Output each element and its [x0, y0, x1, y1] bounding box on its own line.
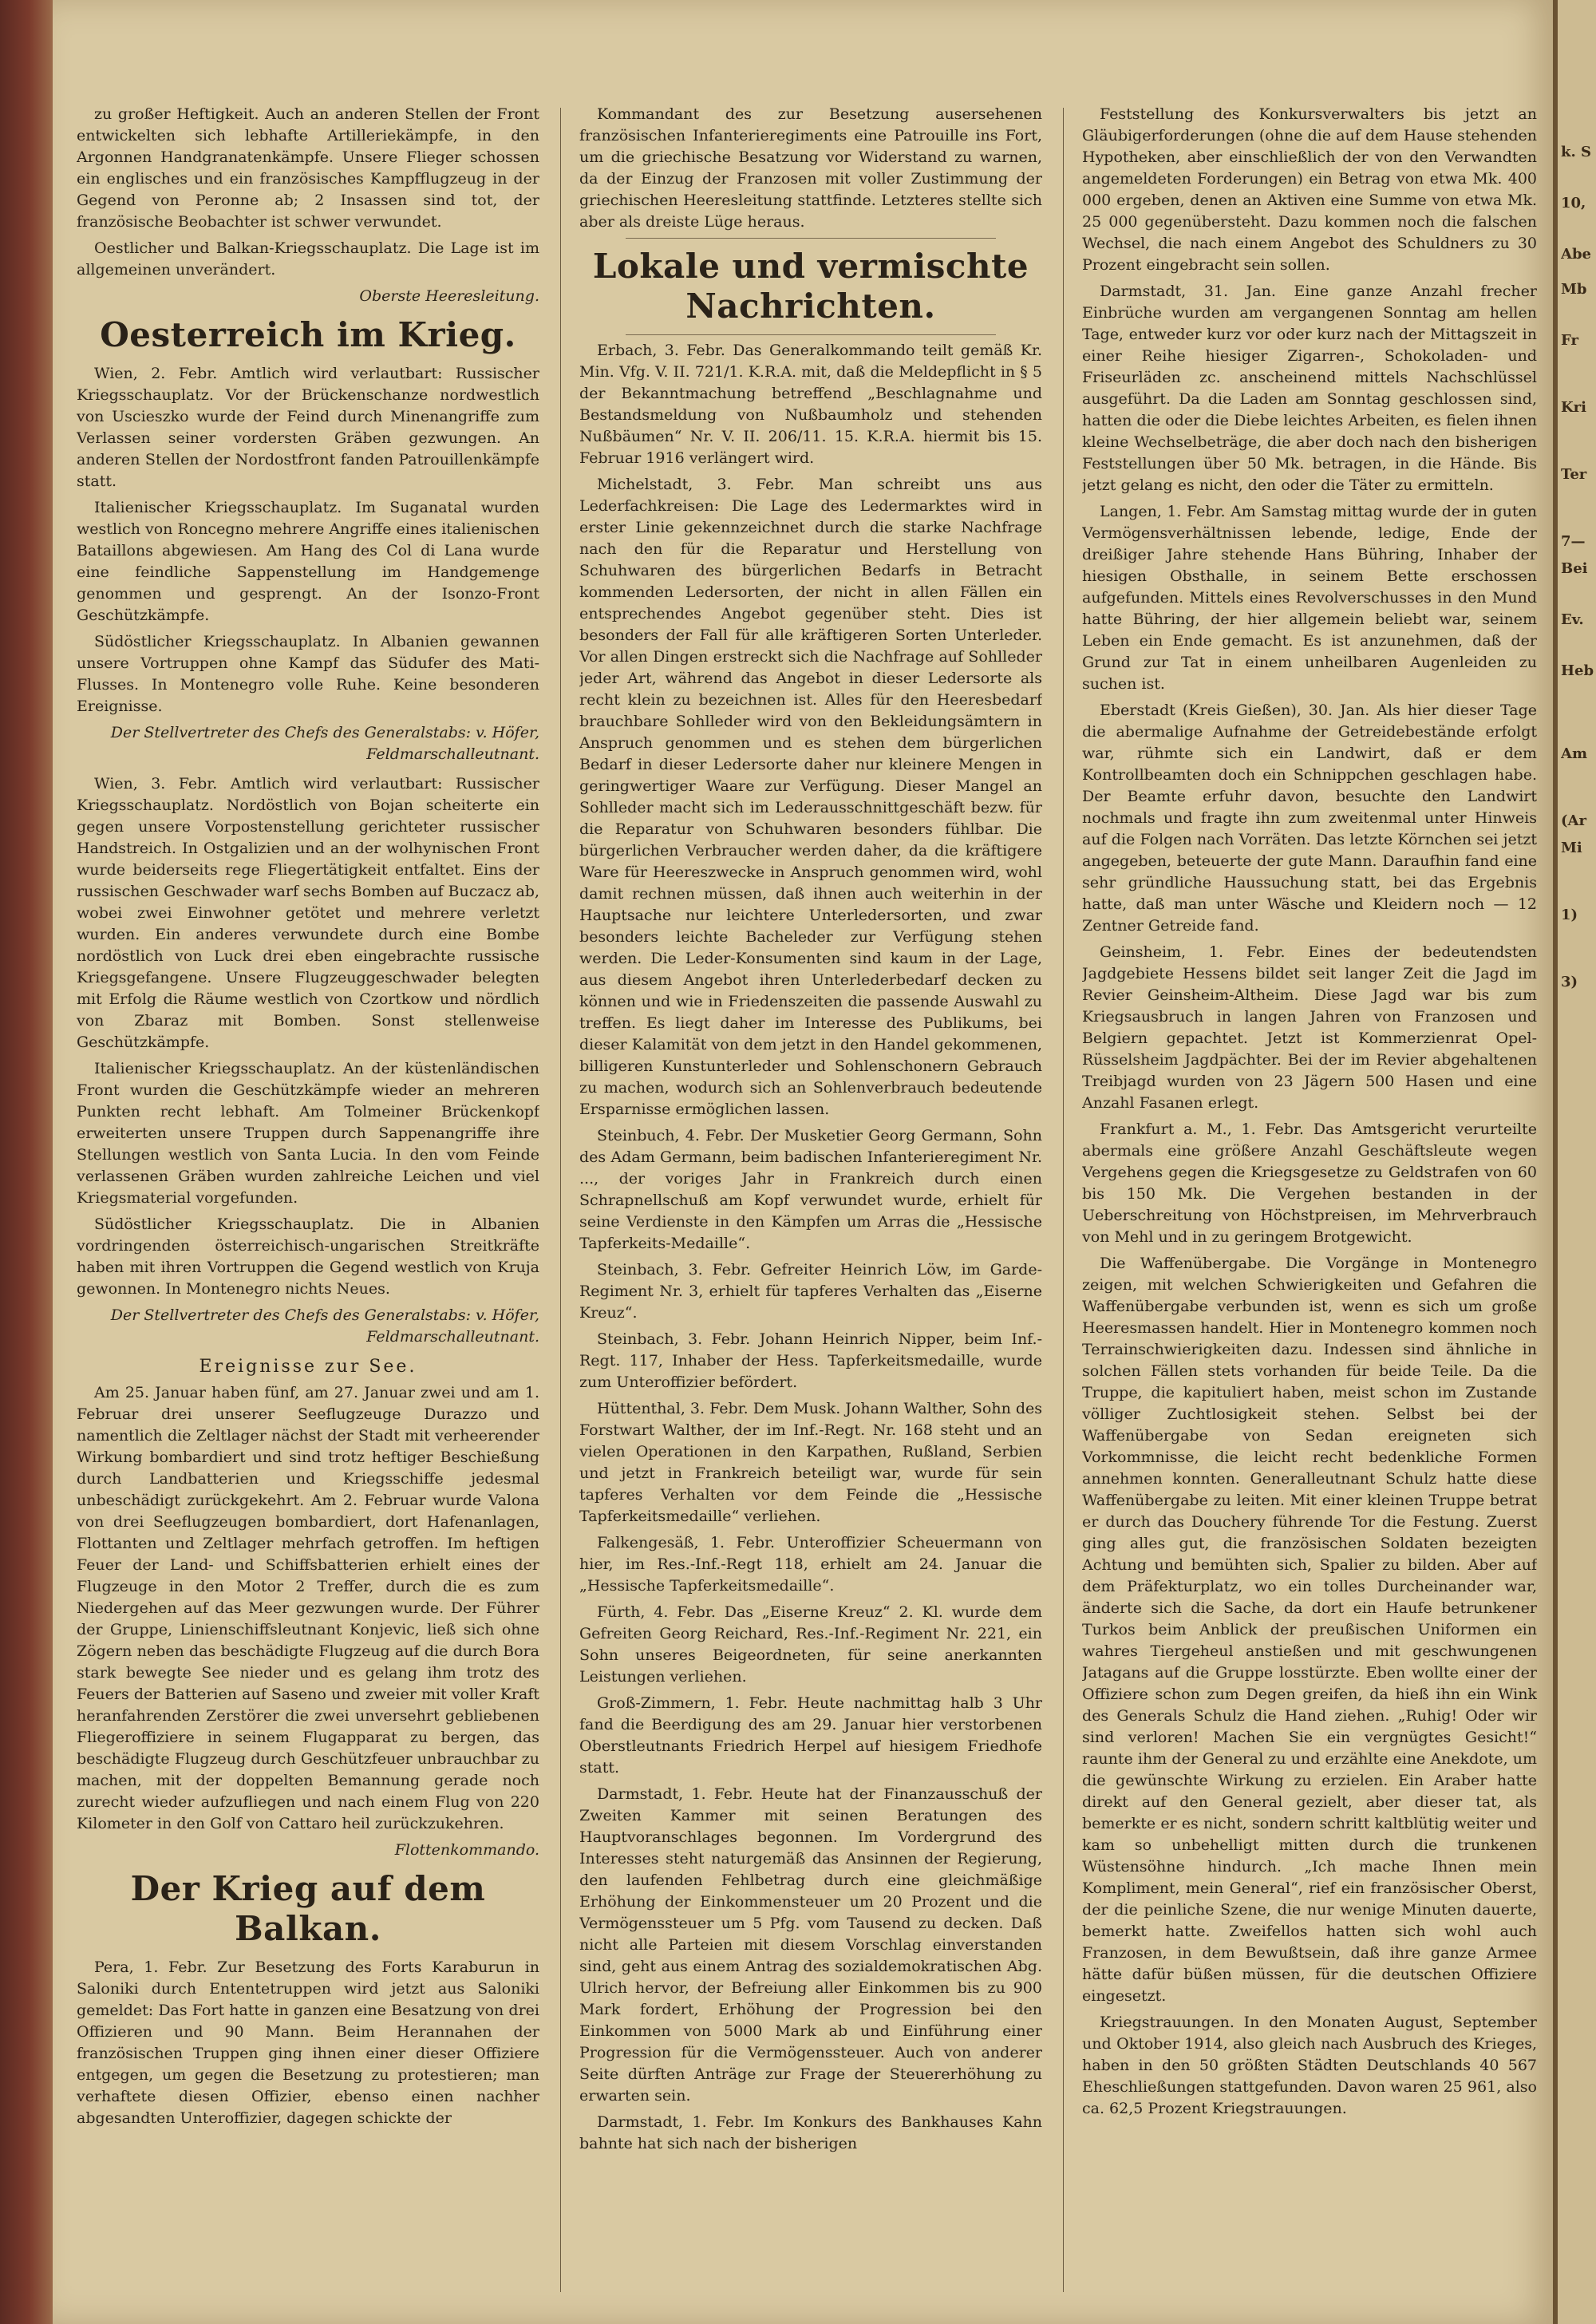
article-text: Steinbach, 3. Febr. Johann Heinrich Nipper, beim Inf.-Regt. 117, Inhaber der Hess. Tapferkeitsmedaille, wurde zum Unteroffizier befördert.: [579, 1330, 1042, 1391]
article-text: Am 25. Januar haben fünf, am 27. Januar zwei und am 1. Februar drei unserer Seeflugzeuge Durazzo und namentlich die Zeltlager nächst der Stadt mit verheerender Wirkung bombardiert und sind trotz heftiger Beschießung durch Landbatterien und Kriegsschiffe jedesmal unbeschädigt zurückgekehrt. Am 2. Februar wurde Valona von drei Seeflugzeugen bombardiert, dort Hafenanlagen, Flottanten und Zeltlager mehrfach getroffen. Im heftigen Feuer der Land- und Schiffsbatterien erhielt eines der Flugzeuge in den Motor 2 Treffer, durch die es zum Niedergehen auf das Meer gezwungen wurde. Der Führer der Gruppe, Linienschiffsleutnant Konjevic, ließ sich ohne Zögern neben das beschädigte Flugzeug auf die durch Bora stark bewegte See nieder und es gelang ihm trotz des Feuers der Batterien auf Saseno und zweier mit voller Kraft heranfahrenden Zerstörer die zwei unversehrt gebliebenen Fliegeroffiziere in seinem Flugapparat zu bergen, das beschädigte Flugzeug durch Geschützfeuer unbrauchbar zu machen, mit der doppelten Bemannung gerade noch zurecht wieder aufzufliegen und nach einem Flug von 220 Kilometer in den Golf von Cattaro heil zurückzukehren.: [77, 1384, 539, 1832]
column-3: [1082, 104, 1537, 2308]
article-text: Hüttenthal, 3. Febr. Dem Musk. Johann Walther, Sohn des Forstwart Walther, der im Inf.-Regt. Nr. 168 steht und an vielen Operationen in den Karpathen, Rußland, Serbien und jetzt in Frankreich beteiligt war, wurde für sein tapferes Verhalten vor dem Feinde die „Hessische Tapferkeitsmedaille“ verliehen.: [579, 1400, 1042, 1525]
edge-fragment: Heb: [1561, 662, 1594, 679]
column-rule: [1063, 108, 1064, 2292]
article-text: Langen, 1. Febr. Am Samstag mittag wurde der in guten Vermögensverhältnissen lebende, ledige, Ende der dreißiger Jahre stehende Hans Bühring, Inhaber der hiesigen Obsthalle, in seinem Bette erschossen aufgefunden. Mittels eines Revolverschusses in den Mund hatte Bühring, der hier allgemein beliebt war, seinem Leben ein Ende gemacht. Es ist anzunehmen, daß der Grund zur Tat in einem unheilbaren Augenleiden zu suchen ist.: [1082, 503, 1537, 693]
article-text: zu großer Heftigkeit. Auch an anderen Stellen der Front entwickelten sich lebhafte Artilleriekämpfe, in den Argonnen Handgranatenkämpfe. Unsere Flieger schossen ein englisches und ein französisches Kampfflugzeug in der Gegend von Peronne ab; 2 Insassen sind tot, der französische Beobachter ist schwer verwundet.: [77, 105, 539, 231]
article-text: Steinbuch, 4. Febr. Der Musketier Georg Germann, Sohn des Adam Germann, beim badischen Infanterieregiment Nr. ..., der voriges Jahr in Frankreich durch einen Schrapnellschuß am Kopf verwundet wurde, erhielt für seine Verdienste in den Kämpfen um Arras die „Hessische Tapferkeits-Medaille“.: [579, 1127, 1042, 1252]
edge-fragment: Mi: [1561, 840, 1582, 856]
section-heading: Lokale und vermischte Nachrichten.: [592, 247, 1029, 326]
article-text: Groß-Zimmern, 1. Febr. Heute nachmittag halb 3 Uhr fand die Beerdigung des am 29. Januar hier verstorbenen Oberstleutnants Friedrich Herpel auf hiesigem Friedhofe statt.: [579, 1694, 1042, 1777]
column-rule: [560, 108, 561, 2292]
book-spine: [0, 0, 53, 2324]
article-text: Darmstadt, 31. Jan. Eine ganze Anzahl frecher Einbrüche wurden am vergangenen Sonntag am hellen Tage, entweder kurz vor oder kurz nach der Mittagszeit in einer Reihe hiesiger Zigarren-, Schokoladen- und Friseurläden zc. anscheinend mittels Nachschlüssel ausgeführt. Da die Laden am Sonntag geschlossen sind, hatten die oder die Diebe leichtes Arbeiten, es fielen ihnen kleine Wechselbeträge, die aber doch nach den bisherigen Feststellungen über 50 Mk. betragen, in die Hände. Bis jetzt gelang es nicht, den oder die Täter zu ermitteln.: [1082, 283, 1537, 494]
divider: [626, 238, 996, 239]
signature: Der Stellvertreter des Chefs des Generalstabs: v. Höfer, Feldmarschalleutnant.: [110, 1306, 539, 1346]
edge-fragment: Bei: [1561, 560, 1588, 577]
article-text: Die Waffenübergabe. Die Vorgänge in Montenegro zeigen, mit welchen Schwierigkeiten und Gefahren die Waffenübergabe verbunden ist, wenn es sich um große Heeresmassen handelt. Hier in Montenegro kommen noch Terrainschwierigkeiten dazu. Indessen sind ähnliche in solchen Fällen stets vorhanden für beide Teile. Da die Truppe, die kapituliert haben, meist schon im Zustande völliger Zuchtlosigkeit stehen. Selbst bei der Waffenübergabe von Sedan ereigneten sich Vorkommnisse, die leicht recht bedenkliche Formen annehmen konnten. Generalleutnant Schulz hatte diese Waffenübergabe zu leiten. Mit einer kleinen Truppe betrat er durch das Douchery führende Tor die Festung. Zuerst ging alles gut, die französischen Soldaten bezeigten Achtung und bemühten sich, Spalier zu bilden. Aber auf dem Präfekturplatz, wo ein tolles Durcheinander war, änderte sich die Sache, da dort ein Haufe betrunkener Turkos beim Anblick der preußischen Uniformen ein wahres Tiergeheul anstießen und mit geschwungenen Jatagans auf die Gruppe losstürzte. Eben wollte einer der Offiziere schon zum Degen greifen, da hieß ihn ein Wink des Generals Schulz die Hand ziehen. „Ruhig! Oder wir sind verloren! Machen Sie ein vergnügtes Gesicht!“ raunte ihm der General zu und erzählte eine Anekdote, um die gewünschte Wirkung zu erzielen. Ein Araber hatte direkt auf den General gezielt, aber dieser tat, als bemerkte er es nicht, sondern schritt kaltblütig weiter und kam so unbehelligt mitten durch die trunkenen Wüstensöhne hindurch. „Ich mache Ihnen mein Kompliment, mein General“, rief ein französischer Oberst, der die peinliche Szene, die nur wenige Minuten dauerte, bemerkt hatte. Zweifellos hatten sich wohl auch Franzosen, in dem Bewußtsein, daß ihre ganze Armee hätte dafür büßen müssen, für die deutschen Offiziere eingesetzt.: [1082, 1255, 1537, 2005]
article-text: Italienischer Kriegsschauplatz. Im Suganatal wurden westlich von Roncegno mehrere Angriffe eines italienischen Bataillons abgewiesen. Am Hang des Col di Lana wurde eine feindliche Sappenstellung im Handgemenge genommen und gesprengt. An der Isonzo-Front Geschützkämpfe.: [77, 499, 539, 624]
signature: Flottenkommando.: [394, 1841, 539, 1859]
edge-fragment: Ter: [1561, 466, 1587, 483]
article-text: Wien, 2. Febr. Amtlich wird verlautbart: Russischer Kriegsschauplatz. Vor der Brückenschanze nordwestlich von Uscieszko wurde der Feind durch Minenangriffe zum Verlassen seiner vordersten Gräben gezwungen. An anderen Stellen der Nordostfront fanden Patrouillenkämpfe statt.: [77, 365, 539, 490]
article-text: Südöstlicher Kriegsschauplatz. In Albanien gewannen unsere Vortruppen ohne Kampf das Südufer des Mati-Flusses. In Montenegro volle Ruhe. Keine besonderen Ereignisse.: [77, 633, 539, 715]
divider: [626, 334, 996, 335]
section-heading: Der Krieg auf dem Balkan.: [130, 1869, 486, 1948]
signature: Oberste Heeresleitung.: [359, 287, 539, 305]
article-text: Eberstadt (Kreis Gießen), 30. Jan. Als hier dieser Tage die abermalige Aufnahme der Getreidebestände erfolgt war, rühmte sich ein Landwirt, daß er dem Kontrollbeamten doch ein Schnippchen geschlagen habe. Der Beamte erfuhr davon, besuchte den Landwirt nochmals und fragte ihn zum zweitenmal unter Hinweis auf die Folgen nach Vorräten. Das letzte Körnchen sei jetzt angegeben, beteuerte der gute Mann. Daraufhin fand eine sehr gründliche Haussuchung statt, bei das Ergebnis hatte, daß man unter Wäsche und Kleidern noch — 12 Zentner Getreide fand.: [1082, 702, 1537, 935]
column-2: [579, 104, 1042, 2308]
article-text: Darmstadt, 1. Febr. Heute hat der Finanzausschuß der Zweiten Kammer mit seinen Beratungen des Hauptvoranschlages begonnen. Im Vordergrund des Interesses steht naturgemäß das Ansinnen der Regierung, den laufenden Fehlbetrag durch eine gleichmäßige Erhöhung der Einkommensteuer um 20 Prozent und die Vermögenssteuer um 5 Pfg. vom Tausend zu decken. Daß nicht alle Parteien mit diesem Vorschlag einverstanden sind, geht aus einem Antrag des sozialdemokratischen Abg. Ulrich hervor, der Befreiung aller Einkommen bis zu 900 Mark fordert, Erhöhung der Progression bei den Einkommen von 5000 Mark ab und Einführung einer Progression für die Vermögenssteuer. Auch von anderer Seite dürften Anträge zur Frage der Steuererhöhung zu erwarten sein.: [579, 1785, 1042, 2105]
article-text: Geinsheim, 1. Febr. Eines der bedeutendsten Jagdgebiete Hessens bildet seit langer Zeit die Jagd im Revier Geinsheim-Altheim. Diese Jagd war bis zum Kriegsausbruch in langen Jahren von Franzosen und Belgiern gepachtet. Jetzt ist Kommerzienrat Opel-Rüsselsheim Jagdpächter. Bei der im Revier abgehaltenen Treibjagd wurden von 23 Jägern 500 Hasen und eine Anzahl Fasanen erlegt.: [1082, 943, 1537, 1112]
column-1: [77, 104, 539, 2308]
article-text: Darmstadt, 1. Febr. Im Konkurs des Bankhauses Kahn bahnte hat sich nach der bisherigen: [579, 2113, 1042, 2152]
article-text: Michelstadt, 3. Febr. Man schreibt uns aus Lederfachkreisen: Die Lage des Ledermarktes wird in erster Linie gekennzeichnet durch die starke Nachfrage nach den für die Reparatur und Herstellung von Schuhwaren des bürgerlichen Bedarfs in Betracht kommenden Ledersorten, der nicht in allen Fällen ein entsprechendes Angebot gegenüber steht. Dies ist besonders der Fall für alle kräftigeren Sorten Unterleder. Vor allen Dingen erstreckt sich die Nachfrage auf Sohlleder jeder Art, während das Angebot in dieser Ledersorte als recht klein zu bezeichnen ist. Alles für den Heeresbedarf brauchbare Sohlleder wird von den Bekleidungsämtern in Anspruch genommen und es stehen dem bürgerlichen Bedarf in dieser Ledersorte daher nur kleinere Mengen in geringwertiger Waare zur Verfügung. Dieser Mangel an Sohlleder macht sich im Lederausschnittgeschäft bezw. für die Reparatur von Schuhwaren besonders fühlbar. Die bürgerlichen Verbraucher werden daher, da die kräftigere Ware für Heereszwecke in Anspruch genommen wird, wohl damit rechnen müssen, daß ihnen auch weiterhin in der Hauptsache nur leichtere Unterledersorten, und zwar besonders leichte Bacheleder zur Verfügung stehen werden. Die Leder-Konsumenten sind kaum in der Lage, aus diesem Angebot ihren Unterlederbedarf decken zu können und wie in Friedenszeiten die passende Auswahl zu treffen. Es liegt daher im Interesse des Publikums, bei dieser Kalamität von dem jetzt in den Handel gekommenen, billigeren Kunstunterleder und Sohlenschonern Gebrauch zu machen, wodurch sich an Sohlenverbrauch bedeutende Ersparnisse ermöglichen lassen.: [579, 476, 1042, 1118]
article-text: Pera, 1. Febr. Zur Besetzung des Forts Karaburun in Saloniki durch Ententetruppen wird jetzt aus Saloniki gemeldet: Das Fort hatte in ganzen eine Besatzung von drei Offizieren und 90 Mann. Beim Herannahen der französischen Truppen ging ihnen einer dieser Offiziere entgegen, um gegen die Besetzung zu protestieren; man verhaftete diesen Offizier, ebenso einen nachher abgesandten Unteroffizier, dagegen schickte der: [77, 1958, 539, 2127]
edge-fragment: Fr: [1561, 332, 1578, 349]
edge-fragment: Abe: [1561, 246, 1592, 263]
article-text: Falkengesäß, 1. Febr. Unteroffizier Scheuermann von hier, im Res.-Inf.-Regt 118, erhielt am 24. Januar die „Hessische Tapferkeitsmedaille“.: [579, 1534, 1042, 1595]
article-text: Erbach, 3. Febr. Das Generalkommando teilt gemäß Kr. Min. Vfg. V. II. 721/1. K.R.A. mit, daß die Meldepflicht in § 5 der Bekanntmachung betreffend „Beschlagnahme und Bestandsmeldung von Nußbaumholz und stehenden Nußbäumen“ Nr. V. II. 206/11. 15. K.R.A. hiermit bis 15. Februar 1916 verlängert wird.: [579, 342, 1042, 467]
article-text: Frankfurt a. M., 1. Febr. Das Amtsgericht verurteilte abermals eine größere Anzahl Geschäftsleute wegen Vergehens gegen die Kriegsgesetze zu Geldstrafen von 60 bis 150 Mk. Die Vergehen bestanden in der Ueberschreitung von Höchstpreisen, im Mehrverbrauch von Mehl und in zu geringem Brotgewicht.: [1082, 1120, 1537, 1246]
article-text: Feststellung des Konkursverwalters bis jetzt an Gläubigerforderungen (ohne die auf dem Hause stehenden Hypotheken, aber einschließlich der von den Verwandten angemeldeten Forderungen) ein Betrag von etwa Mk. 400 000 ergeben, denen an Aktiven eine Summe von etwa Mk. 25 000 gegenübersteht. Dazu kommen noch die falschen Wechsel, die nach einem Angebot des Schuldners zu 30 Prozent eingebracht sein sollen.: [1082, 105, 1537, 274]
edge-fragment: 3): [1561, 974, 1578, 990]
article-text: Fürth, 4. Febr. Das „Eiserne Kreuz“ 2. Kl. wurde dem Gefreiten Georg Reichard, Res.-Inf.-Regiment Nr. 221, ein Sohn unseres Beigeordneten, für seine anerkannten Leistungen verliehen.: [579, 1603, 1042, 1686]
edge-fragment: Mb: [1561, 281, 1587, 298]
edge-fragment: Kri: [1561, 399, 1586, 416]
edge-fragment: (Ar: [1561, 812, 1586, 829]
article-text: Südöstlicher Kriegsschauplatz. Die in Albanien vordringenden österreichisch-ungarischen Streitkräfte haben mit ihren Vortruppen die Gegend westlich von Kruja gewonnen. In Montenegro nichts Neues.: [77, 1215, 539, 1298]
article-text: Kriegstrauungen. In den Monaten August, September und Oktober 1914, also gleich nach Ausbruch des Krieges, haben in den 50 größten Städten Deutschlands 40 567 Eheschließungen stattgefunden. Davon waren 25 961, also ca. 62,5 Prozent Kriegstrauungen.: [1082, 2014, 1537, 2117]
article-text: Wien, 3. Febr. Amtlich wird verlautbart: Russischer Kriegsschauplatz. Nordöstlich von Bojan scheiterte ein gegen unsere Vorpostenstellung gerichteter russischer Handstreich. In Ostgalizien und an der wolhynischen Front wurde beiderseits rege Fliegertätigkeit entfaltet. Eins der russischen Geschwader warf sechs Bomben auf Buczacz ab, wobei zwei Einwohner getötet und mehrere verletzt wurden. Ein anderes verwundete durch eine Bombe nordöstlich von Luck drei eben eingebrachte russische Kriegsgefangene. Unsere Flugzeuggeschwader belegten mit Erfolg die Räume westlich von Czortkow und nördlich von Zbaraz mit Bomben. Sonst stellenweise Geschützkämpfe.: [77, 775, 539, 1051]
edge-fragment: Am: [1561, 745, 1588, 762]
article-text: Kommandant des zur Besetzung ausersehenen französischen Infanterieregiments eine Patrouille ins Fort, um die griechische Besatzung vor Widerstand zu warnen, da der Einzug der Franzosen mit voller Zustimmung der griechischen Heeresleitung stattfinde. Letzteres stellte sich aber als dreiste Lüge heraus.: [579, 105, 1042, 231]
subsection-heading: Ereignisse zur See.: [199, 1357, 417, 1377]
article-text: Oestlicher und Balkan-Kriegsschauplatz. Die Lage ist im allgemeinen unverändert.: [77, 239, 539, 279]
next-page-edge: [1553, 0, 1596, 2324]
edge-fragment: Ev.: [1561, 611, 1584, 628]
edge-fragment: 1): [1561, 907, 1578, 923]
article-text: Steinbach, 3. Febr. Gefreiter Heinrich Löw, im Garde-Regiment Nr. 3, erhielt für tapferes Verhalten das „Eiserne Kreuz“.: [579, 1261, 1042, 1322]
edge-fragment: 10,: [1561, 195, 1586, 211]
edge-fragment: k. S: [1561, 144, 1592, 160]
article-text: Italienischer Kriegsschauplatz. An der küstenländischen Front wurden die Geschützkämpfe wieder an mehreren Punkten recht lebhaft. Am Tolmeiner Brückenkopf erweiterten unsere Truppen durch Sappenangriffe ihre Stellungen westlich von Santa Lucia. In den vom Feinde verlassenen Gräben wurden zahlreiche Leichen und viel Kriegsmaterial vorgefunden.: [77, 1060, 539, 1207]
signature: Der Stellvertreter des Chefs des Generalstabs: v. Höfer, Feldmarschalleutnant.: [110, 724, 539, 763]
section-heading: Oesterreich im Krieg.: [100, 315, 516, 354]
edge-fragment: 7—: [1561, 533, 1586, 550]
